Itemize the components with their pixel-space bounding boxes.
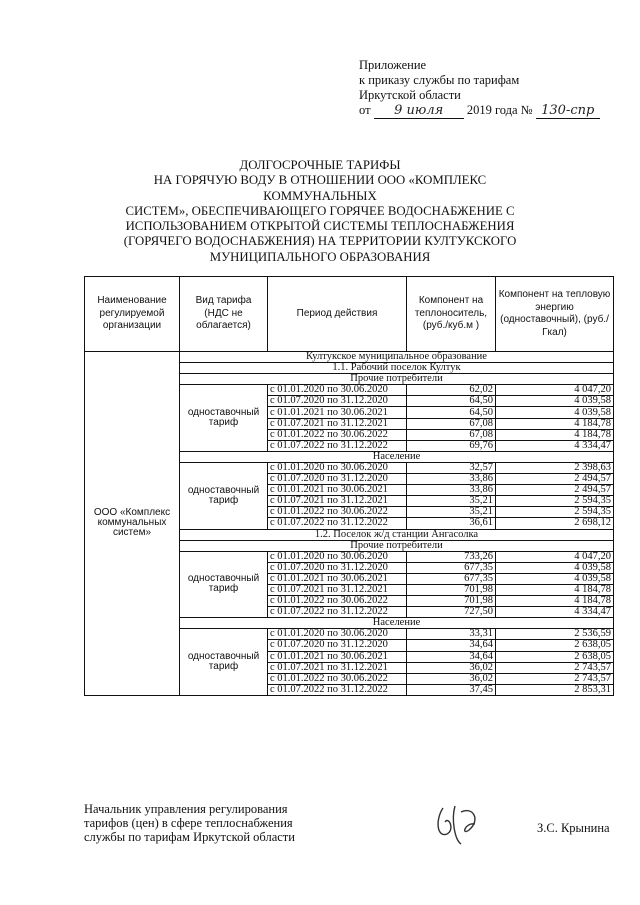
period-cell: с 01.01.2020 по 30.06.2020 [268, 462, 407, 473]
title-line: ДОЛГОСРОЧНЫЕ ТАРИФЫ [239, 158, 401, 172]
period-cell: с 01.07.2022 по 31.12.2022 [268, 518, 407, 529]
heat-carrier-cell: 35,21 [407, 496, 496, 507]
signature-image [425, 800, 495, 850]
heat-energy-cell: 4 334,47 [496, 607, 614, 618]
period-cell: с 01.01.2020 по 30.06.2020 [268, 551, 407, 562]
municipality-cell: Култукское муниципальное образование [180, 352, 614, 363]
heat-energy-cell: 4 047,20 [496, 551, 614, 562]
appendix-line: Приложение [359, 58, 427, 72]
heat-energy-cell: 2 743,57 [496, 662, 614, 673]
heat-carrier-cell: 34,64 [407, 651, 496, 662]
heat-carrier-cell: 33,86 [407, 485, 496, 496]
header-component-heat-carrier: Компонент на теплоноситель, (руб./куб.м ) [407, 277, 496, 352]
heat-energy-cell: 4 039,58 [496, 396, 614, 407]
municipality-row [85, 352, 614, 363]
period-cell: с 01.07.2021 по 31.12.2021 [268, 662, 407, 673]
heat-carrier-cell: 35,21 [407, 507, 496, 518]
heat-carrier-cell: 32,57 [407, 462, 496, 473]
heat-energy-cell: 2 743,57 [496, 673, 614, 684]
heat-energy-cell: 4 039,58 [496, 573, 614, 584]
heat-energy-cell: 4 334,47 [496, 440, 614, 451]
period-cell: с 01.07.2022 по 31.12.2022 [268, 440, 407, 451]
footer-line: Начальник управления регулирования [84, 802, 288, 816]
period-cell: с 01.07.2021 по 31.12.2021 [268, 584, 407, 595]
heat-carrier-cell: 67,08 [407, 429, 496, 440]
period-cell: с 01.01.2021 по 30.06.2021 [268, 485, 407, 496]
heat-carrier-cell: 33,31 [407, 629, 496, 640]
header-org: Наименование регулируемой организации [85, 277, 180, 352]
header-kind: Вид тарифа (НДС не облагается) [180, 277, 268, 352]
heat-carrier-cell: 33,86 [407, 474, 496, 485]
header-period: Период действия [268, 277, 407, 352]
period-cell: с 01.07.2022 по 31.12.2022 [268, 607, 407, 618]
title-line: (ГОРЯЧЕГО ВОДОСНАБЖЕНИЯ) НА ТЕРРИТОРИИ КУЛТУКСКОГО [123, 234, 517, 249]
heat-carrier-cell: 64,50 [407, 396, 496, 407]
heat-carrier-cell: 64,50 [407, 407, 496, 418]
consumer-group-cell: Прочие потребители [180, 374, 614, 385]
heat-energy-cell: 2 494,57 [496, 474, 614, 485]
heat-carrier-cell: 727,50 [407, 607, 496, 618]
footer-line: тарифов (цен) в сфере теплоснабжения [84, 816, 293, 830]
appendix-from: от [359, 103, 371, 117]
heat-energy-cell: 4 184,78 [496, 429, 614, 440]
table-header-row [85, 277, 614, 352]
document-title [100, 158, 540, 265]
period-cell: с 01.01.2022 по 30.06.2022 [268, 429, 407, 440]
heat-energy-cell: 2 494,57 [496, 485, 614, 496]
heat-energy-cell: 4 184,78 [496, 596, 614, 607]
period-cell: с 01.07.2021 по 31.12.2021 [268, 496, 407, 507]
period-cell: с 01.01.2020 по 30.06.2020 [268, 629, 407, 640]
consumer-group-cell: Прочие потребители [180, 540, 614, 551]
tariff-kind-cell: одноставочный тариф [180, 551, 268, 618]
appendix-line: Иркутской области [359, 88, 461, 102]
heat-carrier-cell: 67,08 [407, 418, 496, 429]
period-cell: с 01.07.2020 по 31.12.2020 [268, 396, 407, 407]
title-line: НА ГОРЯЧУЮ ВОДУ В ОТНОШЕНИИ ООО «КОМПЛЕКС КОММУНАЛЬНЫХ [153, 173, 487, 203]
period-cell: с 01.01.2022 по 30.06.2022 [268, 507, 407, 518]
heat-energy-cell: 4 184,78 [496, 584, 614, 595]
heat-energy-cell: 4 184,78 [496, 418, 614, 429]
title-line: ИСПОЛЬЗОВАНИЕМ ОТКРЫТОЙ СИСТЕМЫ ТЕПЛОСНАБЖЕНИЯ [125, 219, 515, 234]
heat-carrier-cell: 62,02 [407, 385, 496, 396]
consumer-group-cell: Население [180, 618, 614, 629]
period-cell: с 01.07.2020 по 31.12.2020 [268, 474, 407, 485]
period-cell: с 01.01.2020 по 30.06.2020 [268, 385, 407, 396]
heat-energy-cell: 2 638,05 [496, 651, 614, 662]
period-cell: с 01.01.2021 по 30.06.2021 [268, 407, 407, 418]
heat-carrier-cell: 34,64 [407, 640, 496, 651]
heat-energy-cell: 2 594,35 [496, 507, 614, 518]
heat-carrier-cell: 36,61 [407, 518, 496, 529]
period-cell: с 01.07.2022 по 31.12.2022 [268, 684, 407, 695]
table-body [85, 352, 614, 696]
org-name-cell: ООО «Комплекс коммунальных систем» [85, 352, 180, 696]
period-cell: с 01.01.2022 по 30.06.2022 [268, 596, 407, 607]
tariff-kind-cell: одноставочный тариф [180, 462, 268, 529]
period-cell: с 01.07.2020 по 31.12.2020 [268, 562, 407, 573]
appendix-line: к приказу службы по тарифам [359, 73, 520, 87]
heat-energy-cell: 2 536,59 [496, 629, 614, 640]
period-cell: с 01.01.2021 по 30.06.2021 [268, 651, 407, 662]
heat-carrier-cell: 701,98 [407, 596, 496, 607]
heat-energy-cell: 2 698,12 [496, 518, 614, 529]
heat-energy-cell: 2 594,35 [496, 496, 614, 507]
heat-carrier-cell: 733,26 [407, 551, 496, 562]
footer-position [84, 802, 295, 844]
handwritten-number: 130-спр [536, 103, 600, 119]
heat-carrier-cell: 36,02 [407, 662, 496, 673]
heat-energy-cell: 4 047,20 [496, 385, 614, 396]
heat-energy-cell: 2 853,31 [496, 684, 614, 695]
appendix-block [359, 58, 600, 119]
appendix-date-line [359, 103, 600, 119]
footer-line: службы по тарифам Иркутской области [84, 830, 295, 844]
heat-energy-cell: 2 638,05 [496, 640, 614, 651]
signatory-name: З.С. Крынина [537, 821, 610, 835]
header-component-heat-energy: Компонент на тепловую энергию (одноставочный), (руб./Гкал) [496, 277, 614, 352]
heat-carrier-cell: 701,98 [407, 584, 496, 595]
period-cell: с 01.01.2022 по 30.06.2022 [268, 673, 407, 684]
heat-carrier-cell: 36,02 [407, 673, 496, 684]
heat-carrier-cell: 677,35 [407, 562, 496, 573]
heat-energy-cell: 2 398,63 [496, 462, 614, 473]
place-cell: 1.1. Рабочий поселок Култук [180, 363, 614, 374]
appendix-year: 2019 года № [466, 103, 533, 117]
period-cell: с 01.07.2020 по 31.12.2020 [268, 640, 407, 651]
title-line: МУНИЦИПАЛЬНОГО ОБРАЗОВАНИЯ [209, 249, 431, 264]
tariff-kind-cell: одноставочный тариф [180, 629, 268, 696]
heat-carrier-cell: 69,76 [407, 440, 496, 451]
tariff-kind-cell: одноставочный тариф [180, 385, 268, 452]
place-cell: 1.2. Поселок ж/д станции Ангасолка [180, 529, 614, 540]
heat-energy-cell: 4 039,58 [496, 407, 614, 418]
tariff-table [84, 276, 614, 696]
period-cell: с 01.01.2021 по 30.06.2021 [268, 573, 407, 584]
period-cell: с 01.07.2021 по 31.12.2021 [268, 418, 407, 429]
consumer-group-cell: Население [180, 451, 614, 462]
title-line: СИСТЕМ», ОБЕСПЕЧИВАЮЩЕГО ГОРЯЧЕЕ ВОДОСНАБЖЕНИЕ С [125, 203, 515, 218]
heat-carrier-cell: 37,45 [407, 684, 496, 695]
handwritten-date: 9 июля [374, 103, 464, 119]
heat-energy-cell: 4 039,58 [496, 562, 614, 573]
heat-carrier-cell: 677,35 [407, 573, 496, 584]
